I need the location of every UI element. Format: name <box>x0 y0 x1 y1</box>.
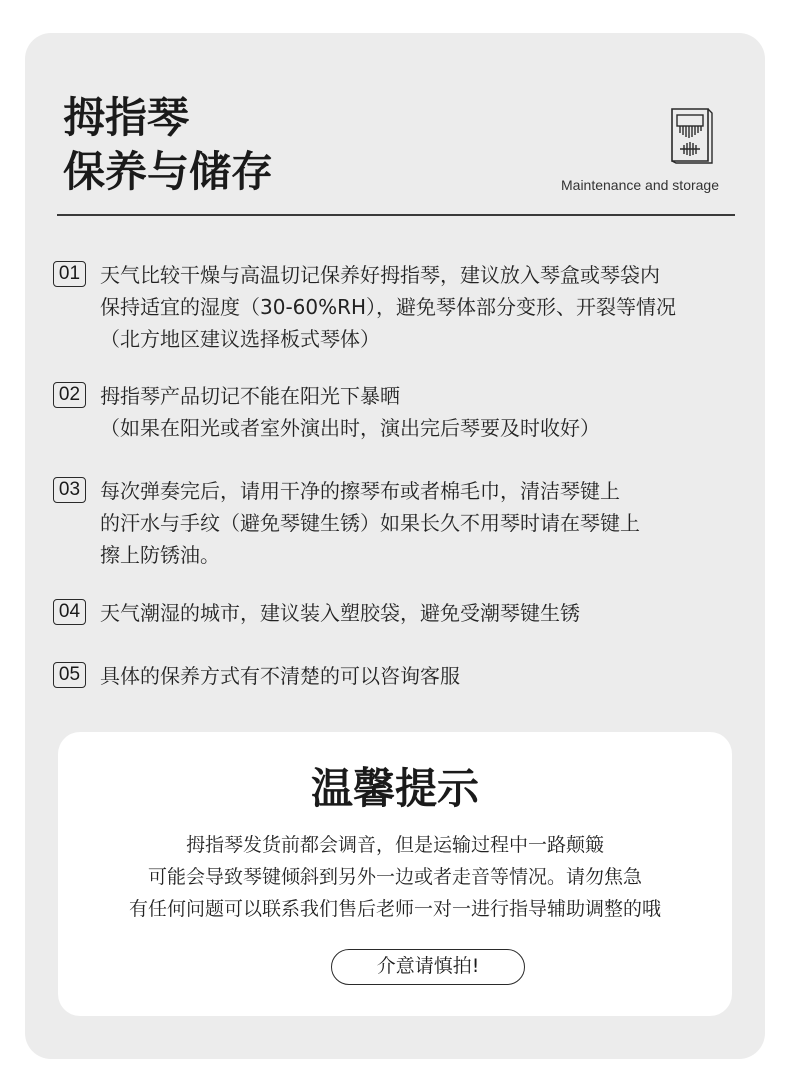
title-line-2: 保养与储存 <box>63 147 274 196</box>
maintenance-card <box>25 33 765 1059</box>
item-number: 01 <box>53 261 86 287</box>
item-number: 04 <box>53 599 86 625</box>
title-line-1: 拇指琴 <box>63 93 190 142</box>
divider <box>57 214 735 216</box>
subtitle: Maintenance and storage <box>561 177 719 193</box>
notice-line: 拇指琴发货前都会调音，但是运输过程中一路颠簸 <box>185 834 604 856</box>
notice-line: 有任何问题可以联系我们售后老师一对一进行指导辅助调整的哦 <box>128 898 661 920</box>
item-line: （北方地区建议选择板式琴体） <box>100 327 380 351</box>
notice-button[interactable]: 介意请慎拍! <box>331 949 525 985</box>
kalimba-box-icon <box>666 105 714 165</box>
notice-title: 温馨提示 <box>310 764 479 813</box>
notice-line: 可能会导致琴键倾斜到另外一边或者走音等情况。请勿焦急 <box>147 866 642 888</box>
item-line: 天气潮湿的城市，建议装入塑胶袋，避免受潮琴键生锈 <box>100 601 580 625</box>
item-number: 02 <box>53 382 86 408</box>
item-line: 每次弹奏完后，请用干净的擦琴布或者棉毛巾，清洁琴键上 <box>100 479 620 503</box>
item-line: 具体的保养方式有不清楚的可以咨询客服 <box>100 664 460 688</box>
item-line: （如果在阳光或者室外演出时，演出完后琴要及时收好） <box>100 416 600 440</box>
page-title <box>63 91 273 199</box>
item-line: 天气比较干燥与高温切记保养好拇指琴，建议放入琴盒或琴袋内 <box>100 263 660 287</box>
item-line: 的汗水与手纹（避免琴键生锈）如果长久不用琴时请在琴键上 <box>100 511 640 535</box>
item-line: 擦上防锈油。 <box>100 543 220 567</box>
item-number: 05 <box>53 662 86 688</box>
notice-box <box>58 732 732 1016</box>
item-number: 03 <box>53 477 86 503</box>
item-line: 拇指琴产品切记不能在阳光下暴晒 <box>100 384 400 408</box>
item-line: 保持适宜的湿度（30-60%RH），避免琴体部分变形、开裂等情况 <box>100 295 677 319</box>
